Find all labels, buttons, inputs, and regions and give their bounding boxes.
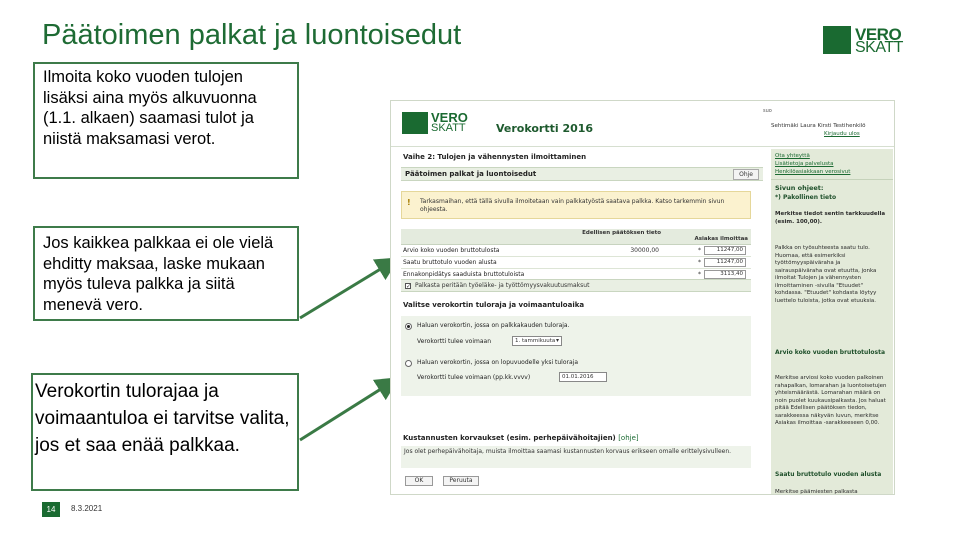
row-label: Saatu bruttotulo vuoden alusta (403, 259, 497, 266)
verokortti-screenshot (390, 100, 895, 495)
sidebar-divider (771, 179, 893, 180)
precision-note: Merkitse tiedot sentin tarkkuudella (esim. 100,00). (775, 211, 886, 225)
slide-date: 8.3.2021 (71, 504, 103, 513)
language-link[interactable]: suo (763, 108, 772, 114)
table-header (401, 229, 751, 245)
step-title: Vaihe 2: Tulojen ja vähennysten ilmoittaminen (403, 153, 587, 161)
income-since-start-help-title: Saatu bruttotulo vuoden alusta (775, 471, 882, 478)
costs-title: Kustannusten korvaukset (esim. perhepäivähoitajien) (403, 434, 616, 442)
app-main (401, 149, 766, 494)
option-period-limit-label: Haluan verokortin, jossa on palkkakauden tuloraja. (417, 322, 570, 329)
option-single-start-label: Verokortti tulee voimaan (pp.kk.vvvv) (417, 374, 531, 381)
notice-box (401, 191, 751, 219)
callout-income-limit: Verokortin tulorajaa ja voimaantuloa ei tarvitse valita, jos et saa enää palkkaa. (31, 373, 299, 491)
logout-link[interactable]: Kirjaudu ulos (824, 131, 860, 137)
option-period-start-label: Verokortti tulee voimaan (417, 338, 492, 345)
income-limit-options (401, 316, 751, 396)
option-period-limit-radio[interactable] (405, 323, 412, 330)
income-since-start-input[interactable]: 11247,00 (704, 258, 746, 267)
help-sidebar (771, 149, 893, 494)
callout-future-salary: Jos kaikkea palkkaa ei ole vielä ehditty maksaa, laske mukaan myös tuleva palkka ja siitä menevä vero. (33, 226, 299, 321)
table-row (401, 245, 751, 257)
cancel-button[interactable]: Peruuta (443, 476, 479, 486)
annual-income-help-text: Merkitse arviosi koko vuoden palkoinen rahapalkan, lomarahan ja luontoisetujen yhteismäärästä. Lomarahan määrä on noin puolet kuukausipalkasta. Jos haluat pitää Edellisen päätöksen tiedon, sarakkeessa näkyvän luvun, merkitse Asiakas ilmoittaa -sarakkeeseen 0,00. (775, 375, 887, 426)
annual-income-help-title: Arvio koko vuoden bruttotulosta (775, 349, 885, 356)
app-logo-skatt: SKATT (431, 122, 466, 134)
ok-button[interactable]: OK (405, 476, 433, 486)
costs-panel (401, 446, 751, 468)
start-month-select[interactable]: 1. tammikuuta ▾ (512, 336, 562, 346)
arrow-to-table (300, 262, 392, 318)
app-logo-vero: VERO (431, 110, 468, 125)
page-number: 14 (42, 502, 60, 517)
required-mark: * (698, 271, 701, 278)
costs-text: Jos olet perhepäivähoitaja, muista ilmoittaa saamasi kustannusten korvaus erikseen omalle erittelysivulleen. (404, 448, 732, 455)
user-name: Sehtimäki Laura Kirsti Testihenkilö (771, 123, 866, 129)
help-title: Sivun ohjeet: (775, 184, 824, 192)
pension-checkbox[interactable]: ✓ (406, 283, 412, 290)
required-mark: * (698, 247, 701, 254)
app-logo-icon (402, 112, 428, 134)
option-single-limit-radio[interactable] (405, 360, 412, 367)
row-label: Ennakonpidätys saaduista bruttotuloista (403, 271, 525, 278)
arrow-to-options (300, 382, 392, 440)
app-title: Verokortti 2016 (496, 122, 594, 135)
logo-text-skatt: SKATT (855, 39, 903, 56)
personal-tax-pages-link[interactable]: Henkilöasiakkaan verosivut (775, 169, 851, 175)
option-single-limit-label: Haluan verokortin, jossa on lopuvuodelle yksi tuloraja (417, 359, 578, 366)
costs-help-link[interactable]: [ohje] (618, 434, 639, 442)
col-customer-reports: Asiakas ilmoittaa (694, 236, 748, 242)
withholding-input[interactable]: 3113,40 (704, 270, 746, 279)
annual-income-input[interactable]: 11247,00 (704, 246, 746, 255)
income-since-start-help-text: Merkitse päämiesten palkasta (775, 489, 858, 495)
col-previous-decision: Edellisen päätöksen tieto (582, 230, 661, 236)
required-mark: * (698, 259, 701, 266)
section-title: Päätoimen palkat ja luontoisedut (405, 170, 537, 178)
salary-help-text: Palkka on työsuhteesta saatu tulo. Huomaa, että esimerkiksi työttömyyspäiväraha ja sairauspäiväraha ovat etuutta, jonka ilmoitat Tulojen ja vähennysten ilmoittaminen -sivulla "Etuudet" kohdassa. "Etuudet" kohdasta löytyy luettelo tuloista, jotka ovat etuuksia. (775, 245, 877, 304)
service-info-link[interactable]: Lisätietoja palvelusta (775, 161, 834, 167)
income-table (401, 229, 751, 281)
warning-icon: ! (407, 198, 411, 207)
app-header (391, 101, 895, 147)
logo-mark-icon (823, 26, 851, 54)
table-row (401, 257, 751, 269)
slide-title: Päätoimen palkat ja luontoisedut (42, 19, 462, 51)
logo-text-vero: VERO (855, 25, 902, 44)
row-previous-value: 30000,00 (630, 247, 659, 254)
costs-section-title (403, 434, 639, 442)
pension-checkbox-label: Palkasta peritään työeläke- ja työttömyysvakuutusmaksut (415, 282, 590, 289)
row-label: Arvio koko vuoden bruttotulosta (403, 247, 500, 254)
contact-link[interactable]: Ota yhteyttä (775, 153, 810, 159)
help-button[interactable]: Ohje (733, 169, 759, 180)
callout-income-whole-year: Ilmoita koko vuoden tulojen lisäksi aina myös alkuvuonna (1.1. alkaen) saamasi tulot ja niistä maksamasi verot. (33, 62, 299, 179)
vero-skatt-logo (823, 26, 919, 56)
notice-text: Tarkasmaihan, että tällä sivulla ilmoitetaan vain palkkatyöstä saatava palkka. Katso tarkemmin sivun ohjeesta. (420, 198, 725, 213)
section-header (401, 167, 763, 181)
income-limit-title: Valitse verokortin tuloraja ja voimaantuloaika (403, 301, 585, 309)
pension-checkbox-row (401, 279, 751, 292)
start-date-input[interactable]: 01.01.2016 (559, 372, 607, 382)
required-note: *) Pakollinen tieto (775, 194, 837, 201)
